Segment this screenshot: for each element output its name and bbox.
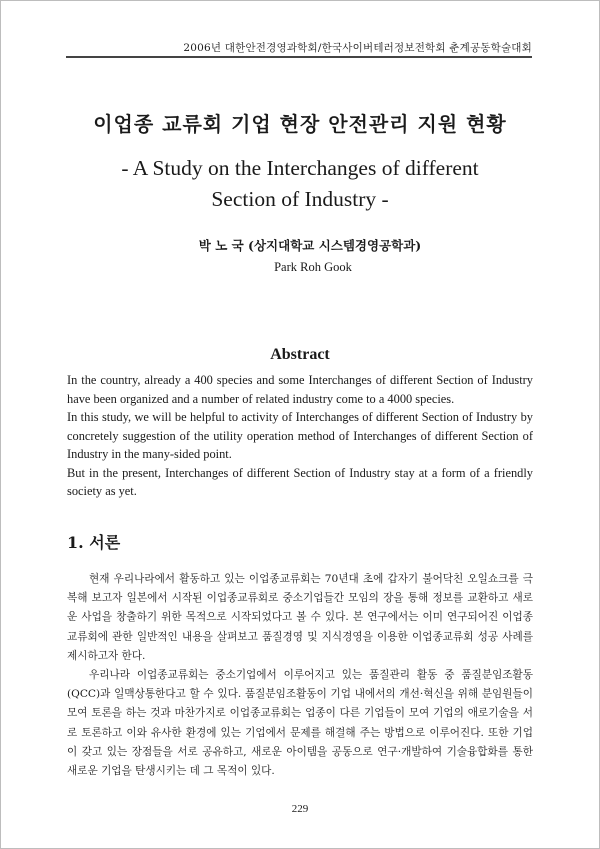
author-korean: 박 노 국 (상지대학교 시스템경영공학과) [198,238,422,253]
paper-title-korean: 이업종 교류회 기업 현장 안전관리 지원 현황 [93,112,507,136]
paper-title-english-line1: - A Study on the Interchanges of different [121,156,479,180]
author-english: Park Roh Gook [274,260,352,274]
abstract-paragraph: But in the present, Interchanges of different Section of Industry stay at a form of a friendly society as yet. [67,465,533,498]
section-body-introduction [67,570,533,781]
section-heading-introduction: 1. 서론 [67,533,121,552]
abstract-heading: Abstract [270,346,330,363]
abstract-paragraph: In this study, we will be helpful to activity of Interchanges of different Section of Industry by concretely suggestion of the utility operation method of Interchanges of different Section of Industry in the many-sided point. [67,410,533,461]
paper-title-english-line2: Section of Industry - [211,187,389,211]
body-paragraph: 우리나라 이업종교류회는 중소기업에서 이루어지고 있는 품질관리 활동 중 품질분임조활동(QCC)과 일맥상통한다고 할 수 있다. 품질분임조활동이 기업 내에서의 개선·혁신을 위해 분임원들이 모여 토론을 하는 것과 마찬가지로 이업종교류회는 업종이 다른 기업들이 모여 기업의 애로기술을 서로 토론하고 이와 유사한 환경에 있는 기업에서 문제를 해결해 주는 방법으로 이루어진다. 또한 기업이 갖고 있는 장점들을 서로 공유하고, 새로운 아이템을 공동으로 연구·개발하여 기술융합화를 통한 새로운 기업을 탄생시키는 데 그 목적이 있다. [67,669,533,778]
abstract-body [67,371,533,501]
header-rule [66,56,532,58]
body-paragraph: 현재 우리나라에서 활동하고 있는 이업종교류회는 70년대 초에 갑자기 불어닥친 오일쇼크를 극복해 보고자 일본에서 시작된 이업종교류회로 중소기업들간 모임의 장을 통해 정보를 교환하고 새로운 사업을 창출하기 위한 목적으로 시작되었다고 볼 수 있다. 본 연구에서는 이미 연구되어진 이업종교류회에 관한 일반적인 내용을 살펴보고 품질경영 및 지식경영을 이용한 이업종교류회 성공 사례를 제시하고자 한다. [67,573,533,662]
page-number: 229 [291,803,309,815]
running-header: 2006년 대한안전경영과학회/한국사이버테러정보전학회 춘계공동학술대회 [183,42,532,54]
abstract-paragraph: In the country, already a 400 species and some Interchanges of different Section of Industry have been organized and a number of related industry come to a 4000 species. [67,373,533,406]
